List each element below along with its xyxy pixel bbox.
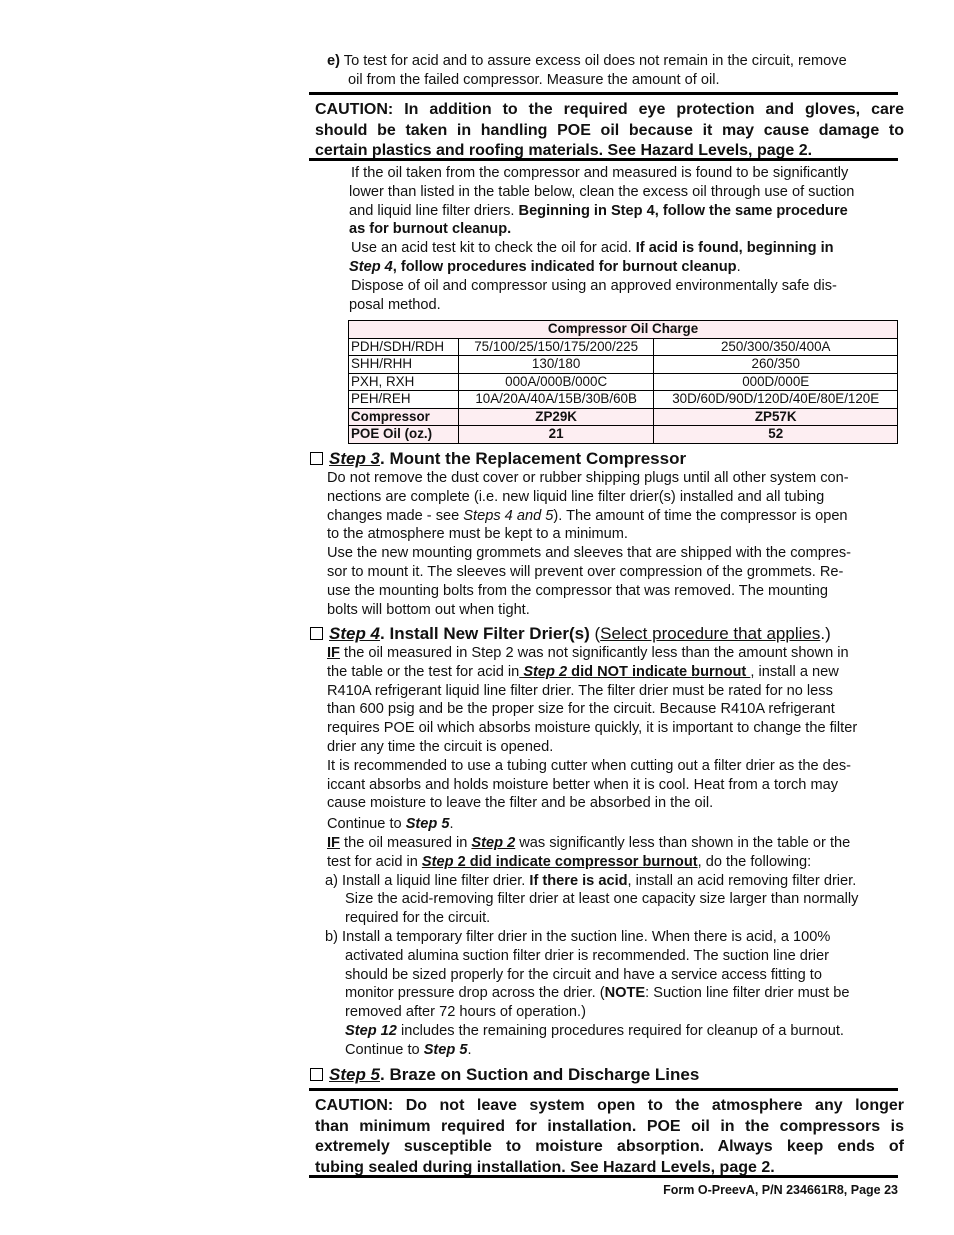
step4-line: test for acid in Step 2 did indicate compressor burnout, do the following: — [327, 853, 812, 870]
caution2-line-3: extremely susceptible to moisture absorption. Always keep ends of — [315, 1138, 904, 1155]
oil-para-3-line-1: Dispose of oil and compressor using an approved environmentally safe dis- — [351, 277, 837, 294]
caution2-line-4: tubing sealed during installation. See Hazard Levels, page 2. — [315, 1158, 775, 1176]
step3-heading: Step 3. Mount the Replacement Compressor — [310, 448, 686, 470]
caution1-line-2: should be taken in handling POE oil because it may cause damage to — [315, 121, 904, 139]
step3-line: Do not remove the dust cover or rubber shipping plugs until all other system con- — [327, 470, 849, 486]
step4-line: should be sized properly for the circuit and have a service access fitting to — [345, 966, 822, 983]
step4-line: Step 12 includes the remaining procedures required for cleanup of a burnout. — [345, 1022, 844, 1039]
step4-line: Continue to Step 5. — [345, 1041, 472, 1058]
table-title: Compressor Oil Charge — [349, 321, 898, 339]
select-procedure-link[interactable]: Select procedure that applies — [600, 624, 821, 643]
table-row — [349, 338, 898, 356]
compressor-oil-charge-table — [348, 320, 898, 444]
caution1-line-3: certain plastics and roofing materials. See Hazard Levels, page 2. — [315, 142, 813, 159]
table-cell: PDH/SDH/RDH — [349, 338, 459, 356]
step4-line: Size the acid-removing filter drier at least one capacity size larger than normally — [345, 891, 859, 908]
table-cell: Compressor — [349, 408, 459, 426]
oil-para-2-line-2: Step 4, follow procedures indicated for burnout cleanup. — [349, 258, 741, 275]
caution-box-1 — [309, 96, 910, 165]
caution2-line-1: CAUTION: Do not leave system open to the atmosphere any longer — [315, 1097, 904, 1114]
table-title-row — [349, 321, 898, 339]
table-cell: SHH/RHH — [349, 356, 459, 374]
step3-checkbox[interactable] — [310, 452, 323, 465]
table-cell: 250/300/350/400A — [654, 338, 898, 356]
oil-para-1-line-3: and liquid line filter driers. Beginning in Step 4, follow the same procedure — [349, 202, 848, 219]
step4-line: requires POE oil which absorbs moisture quickly, it is important to change the filter — [327, 720, 858, 737]
step5-heading: Step 5. Braze on Suction and Discharge Lines — [310, 1064, 699, 1086]
step4-link[interactable]: Step 4 — [329, 624, 381, 643]
table-cell: 10A/20A/40A/15B/30B/60B — [458, 391, 654, 409]
table-cell: 000D/000E — [654, 373, 898, 391]
step4-line: required for the circuit. — [345, 910, 491, 927]
intro-line-1: e) To test for acid and to assure excess oil does not remain in the circuit, remove — [327, 53, 847, 69]
step4-line: IF the oil measured in Step 2 was not significantly less than the amount shown in — [327, 645, 849, 661]
oil-paragraphs — [349, 164, 894, 314]
intro-item-e — [327, 52, 902, 90]
step4-line: b) Install a temporary filter drier in the suction line. When there is acid, a 100% — [325, 928, 831, 945]
oil-para-1-line-1: If the oil taken from the compressor and measured is found to be significantly — [351, 165, 849, 181]
table-cell: 000A/000B/000C — [458, 373, 654, 391]
step3-line: sor to mount it. The sleeves will prevent over compression of the grommets. Re- — [327, 563, 844, 580]
table-cell: PXH, RXH — [349, 373, 459, 391]
oil-para-2-line-1: Use an acid test kit to check the oil for acid. If acid is found, beginning in — [351, 240, 834, 257]
step4-line: Continue to Step 5. — [327, 816, 454, 833]
table-cell: 30D/60D/90D/120D/40E/80E/120E — [654, 391, 898, 409]
caution-bottom-rule — [309, 158, 898, 161]
table-cell: ZP57K — [654, 408, 898, 426]
step4-line: It is recommended to use a tubing cutter when cutting out a filter drier as the des- — [327, 757, 852, 774]
table-row-compressor — [349, 408, 898, 426]
table-cell: ZP29K — [458, 408, 654, 426]
table-cell: PEH/REH — [349, 391, 459, 409]
step3-link[interactable]: Step 3 — [329, 449, 381, 468]
oil-para-3-line-2: posal method. — [349, 296, 441, 313]
step4-line: activated alumina suction filter drier is recommended. The suction line drier — [345, 947, 829, 964]
step4-line: cause moisture to leave the filter and be absorbed in the oil. — [327, 795, 714, 812]
step3-line: nections are complete (i.e. new liquid line filter drier(s) installed and all tubing — [327, 488, 825, 505]
table-row-poe-oil — [349, 426, 898, 444]
table-cell: 130/180 — [458, 356, 654, 374]
step3-line: to the atmosphere must be kept to a minimum. — [327, 526, 628, 543]
step5-checkbox[interactable] — [310, 1068, 323, 1081]
step3-line: use the mounting bolts from the compressor that was removed. The mounting — [327, 582, 829, 599]
intro-line-2: oil from the failed compressor. Measure the amount of oil. — [348, 71, 720, 88]
table-cell: 260/350 — [654, 356, 898, 374]
step4-body — [327, 644, 899, 1060]
caution1-line-1: CAUTION: In addition to the required eye protection and gloves, care — [315, 101, 904, 118]
table-row — [349, 391, 898, 409]
table-row — [349, 356, 898, 374]
step4-heading: Step 4. Install New Filter Drier(s) (Select procedure that applies.) — [310, 623, 831, 645]
step4-line: iccant absorbs and holds moisture better when it is cool. Heat from a torch may — [327, 776, 839, 793]
step4-checkbox[interactable] — [310, 627, 323, 640]
step4-item-a — [325, 872, 899, 928]
page-footer: Form O-PreevA, P/N 234661R8, Page 23 — [663, 1183, 898, 1197]
step4-line: R410A refrigerant liquid line filter drier. The filter drier must be rated for no less — [327, 682, 833, 699]
step4-line: monitor pressure drop across the drier. (NOTE: Suction line filter drier must be — [345, 985, 850, 1002]
step4-line: the table or the test for acid in Step 2 did NOT indicate burnout , install a new — [327, 663, 839, 680]
table-cell: 21 — [458, 426, 654, 444]
step4-line: drier any time the circuit is opened. — [327, 738, 554, 755]
table-row — [349, 373, 898, 391]
step4-line: than 600 psig and be the proper size for the circuit. Because R410A refrigerant — [327, 701, 835, 718]
step4-item-b — [325, 928, 899, 1060]
step5-link[interactable]: Step 5 — [329, 1065, 381, 1084]
caution2-line-2: than minimum required for installation. POE oil in the compressors is — [315, 1117, 904, 1135]
caution2-bottom-rule — [309, 1175, 898, 1178]
table-cell: 52 — [654, 426, 898, 444]
caution-box-2 — [309, 1092, 910, 1181]
caution-top-rule — [309, 92, 898, 95]
step4-line: removed after 72 hours of operation.) — [345, 1004, 586, 1021]
step3-line: changes made - see Steps 4 and 5). The amount of time the compressor is open — [327, 507, 848, 524]
step3-line: Use the new mounting grommets and sleeves that are shipped with the compres- — [327, 545, 852, 562]
step3-body — [327, 469, 897, 619]
step4-line: IF the oil measured in Step 2 was significantly less than shown in the table or the — [327, 834, 851, 851]
caution2-top-rule — [309, 1088, 898, 1091]
table-cell: POE Oil (oz.) — [349, 426, 459, 444]
oil-para-1-line-4: as for burnout cleanup. — [349, 221, 512, 238]
step3-line: bolts will bottom out when tight. — [327, 601, 530, 618]
table-cell: 75/100/25/150/175/200/225 — [458, 338, 654, 356]
oil-para-1-line-2: lower than listed in the table below, clean the excess oil through use of suction — [349, 183, 855, 200]
step4-line: a) Install a liquid line filter drier. If there is acid, install an acid removing filter drier. — [325, 872, 857, 889]
